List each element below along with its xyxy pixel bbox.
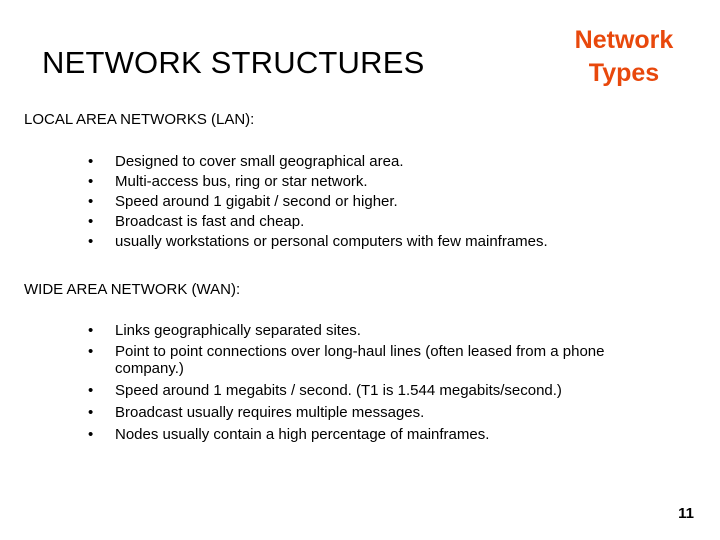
page-number: 11 — [678, 505, 694, 522]
lan-bullet-item — [88, 172, 668, 192]
lan-bullet-item — [88, 212, 668, 232]
lan-bullet-item — [88, 152, 668, 172]
lan-bullet-text: usually workstations or personal computers with few mainframes. — [115, 233, 548, 250]
lan-bullet-text: Designed to cover small geographical area. — [115, 153, 404, 170]
bullet-dot: • — [88, 173, 94, 190]
lan-bullet-text: Broadcast is fast and cheap. — [115, 213, 305, 230]
wan-bullet-item — [88, 403, 648, 423]
bullet-dot: • — [88, 426, 94, 443]
wan-bullet-text: Speed around 1 megabits / second. (T1 is 1.544 megabits/second.) — [115, 382, 562, 399]
bullet-dot: • — [88, 153, 94, 170]
bullet-dot: • — [88, 343, 94, 360]
wan-bullet-item — [88, 321, 648, 341]
wan-bullet-item — [88, 381, 648, 401]
wan-bullet-text: Links geographically separated sites. — [115, 322, 361, 339]
corner-heading-line-2: Types — [588, 59, 660, 87]
lan-bullet-item — [88, 192, 668, 212]
lan-bullet-list — [88, 152, 668, 252]
wan-bullet-item — [88, 425, 648, 445]
bullet-dot: • — [88, 322, 94, 339]
corner-heading-line-1: Network — [574, 26, 674, 54]
bullet-dot: • — [88, 193, 94, 210]
lan-bullet-item — [88, 232, 668, 252]
wan-bullet-text: Nodes usually contain a high percentage of mainframes. — [115, 426, 490, 443]
wan-bullet-item — [88, 341, 648, 379]
wan-bullet-text: Broadcast usually requires multiple messages. — [115, 404, 425, 421]
bullet-dot: • — [88, 233, 94, 250]
lan-bullet-text: Speed around 1 gigabit / second or higher. — [115, 193, 398, 210]
lan-bullet-text: Multi-access bus, ring or star network. — [115, 173, 368, 190]
lan-section-heading: LOCAL AREA NETWORKS (LAN): — [24, 111, 255, 128]
corner-heading — [548, 24, 700, 90]
slide-title: NETWORK STRUCTURES — [42, 45, 425, 80]
bullet-dot: • — [88, 213, 94, 230]
wan-section-heading: WIDE AREA NETWORK (WAN): — [24, 281, 241, 298]
wan-bullet-text: Point to point connections over long-haul lines (often leased from a phone company.) — [115, 343, 605, 377]
bullet-dot: • — [88, 404, 94, 421]
bullet-dot: • — [88, 382, 94, 399]
wan-bullet-list — [88, 321, 648, 445]
